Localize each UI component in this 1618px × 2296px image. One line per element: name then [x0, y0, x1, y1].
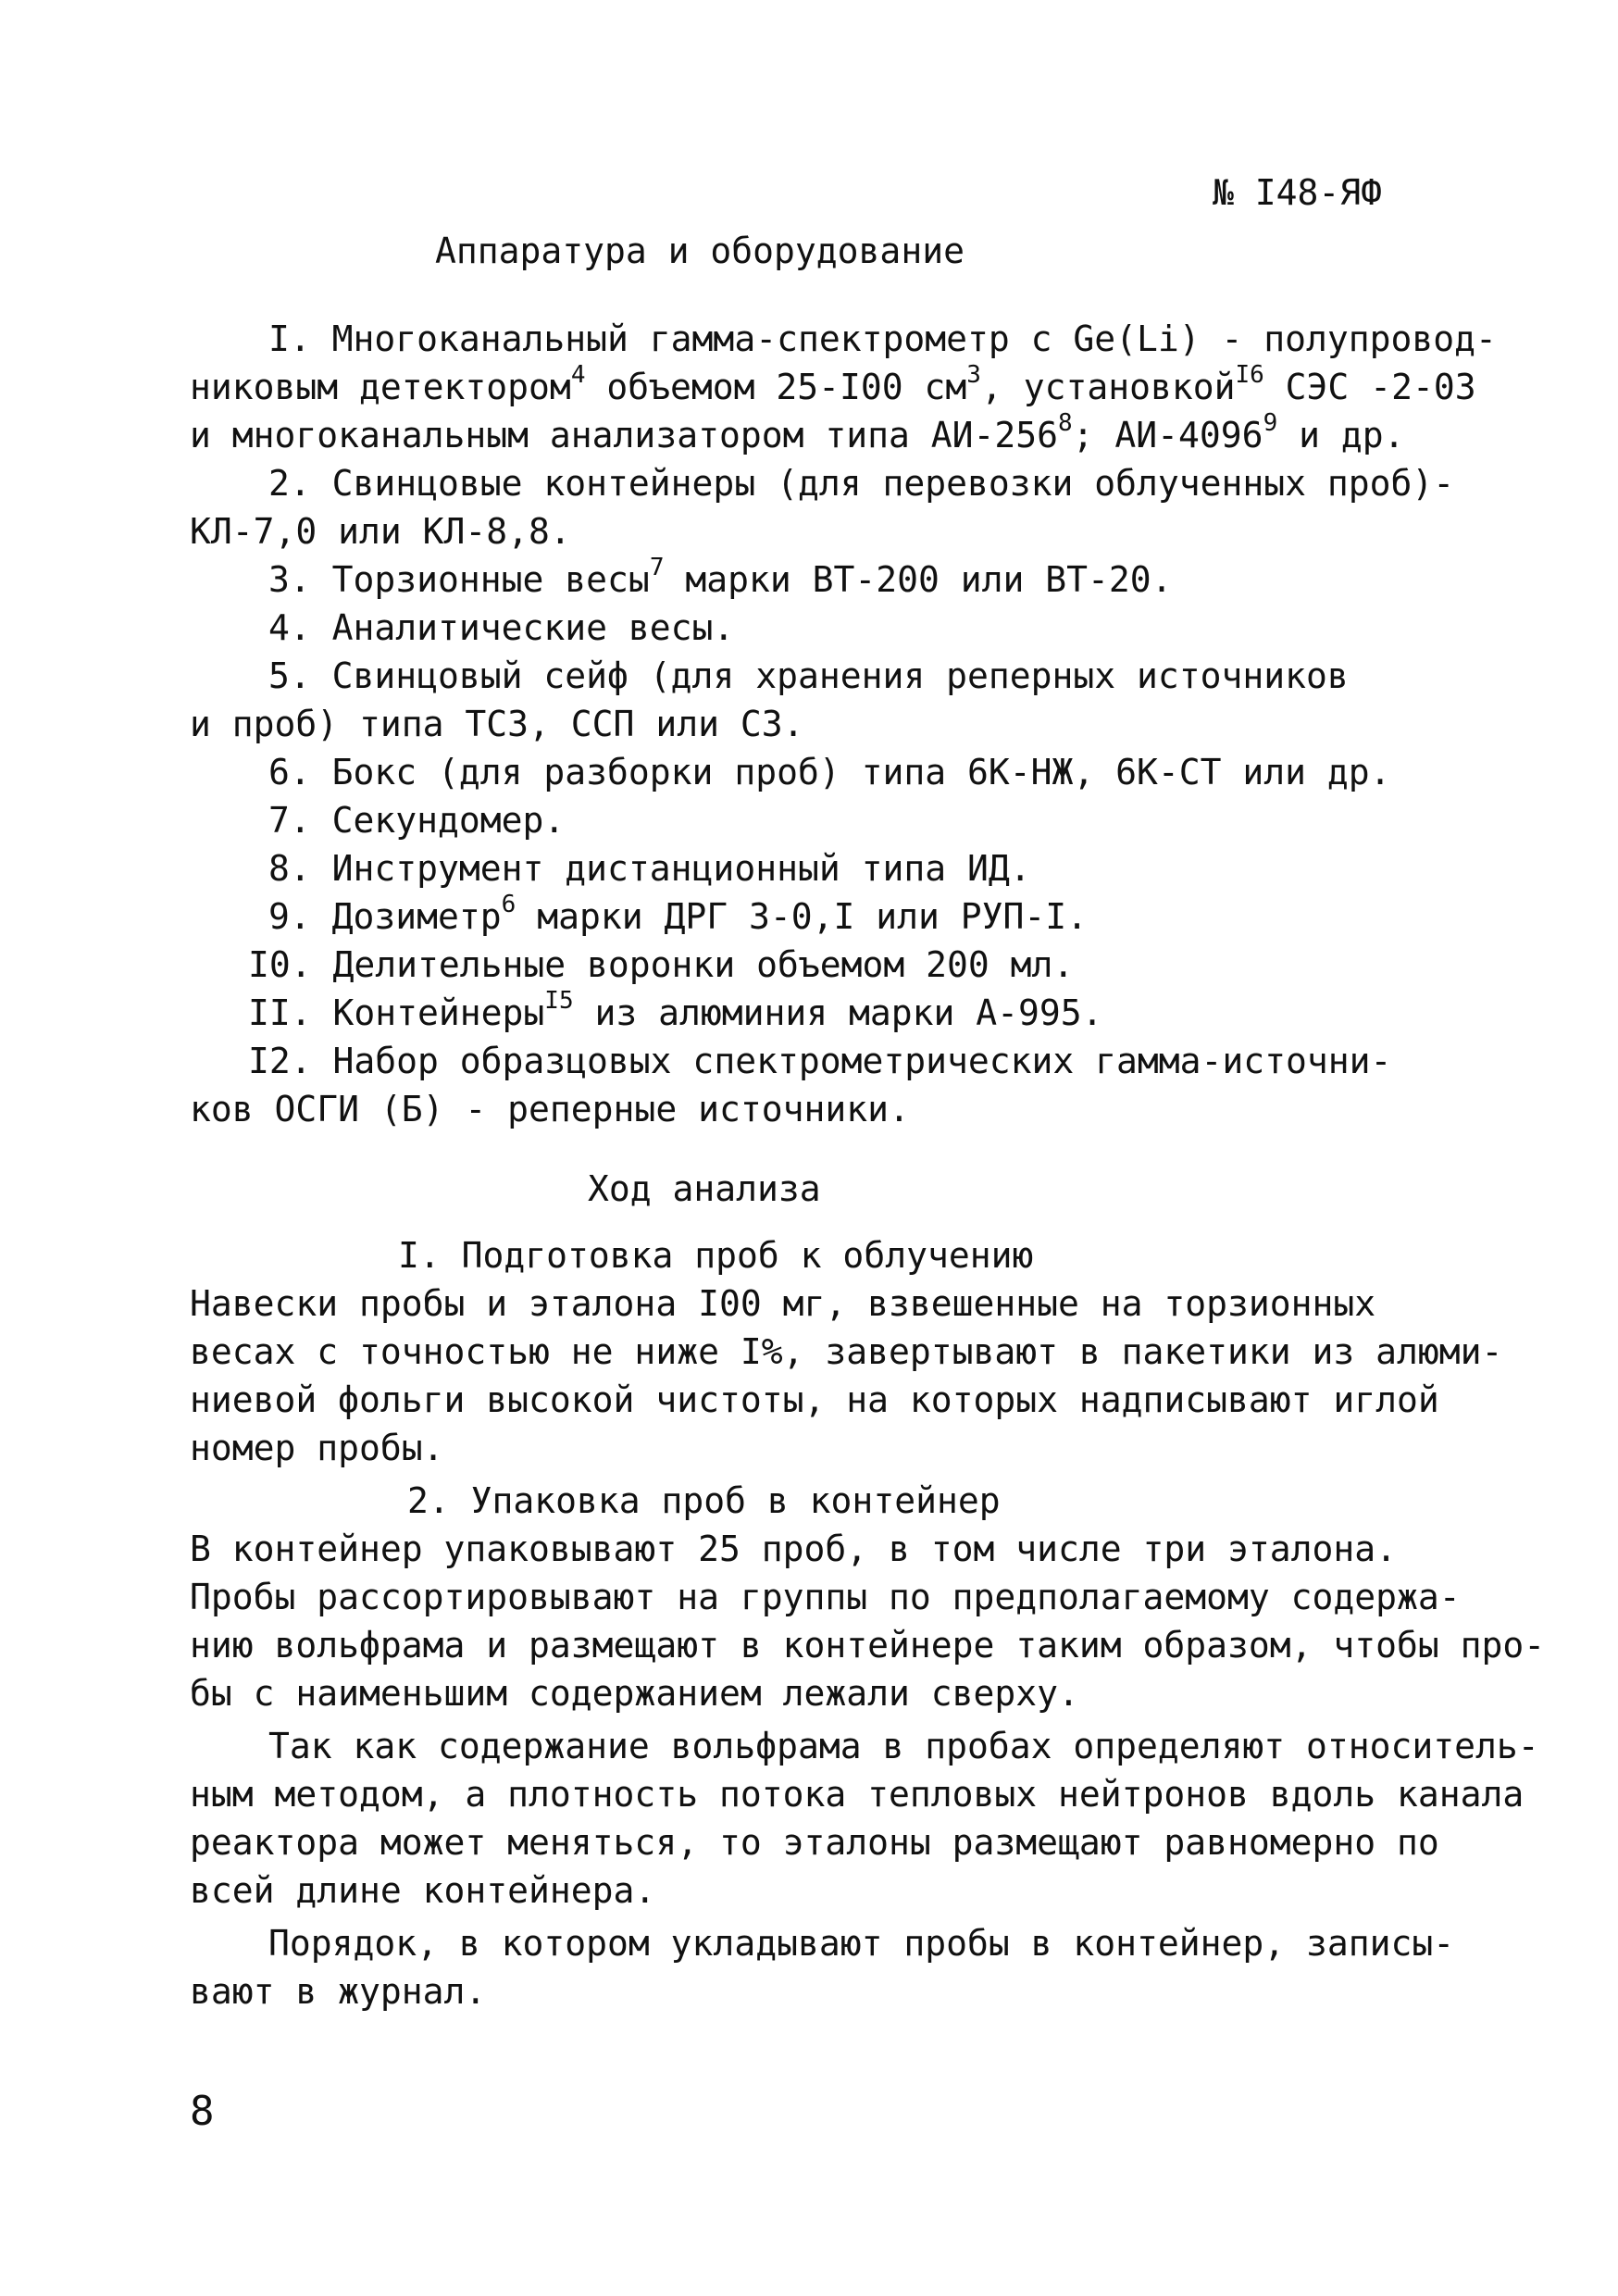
equipment-line-8: [268, 652, 1349, 700]
text-segment: 7. Секундомер.: [268, 800, 566, 841]
footnote-reference: 3: [966, 361, 981, 389]
text-segment: 4. Аналитические весы.: [268, 607, 735, 648]
text-segment: I2. Набор образцовых спектрометрических гамма-источни-: [248, 1041, 1392, 1081]
step2-line-7: реактора может меняться, то эталоны размещают равномерно по: [190, 1822, 1439, 1863]
equipment-line-4: [268, 459, 1454, 507]
footnote-reference: I5: [544, 987, 574, 1015]
step1-line-1: Навески пробы и эталона I00 мг, взвешенные на торзионных: [190, 1283, 1376, 1324]
text-segment: марки ДРГ 3-0,I или РУП-I.: [516, 896, 1089, 937]
text-segment: ков ОСГИ (Б) - реперные источники.: [190, 1089, 910, 1129]
step2-line-10: вают в журнал.: [190, 1971, 487, 2012]
footnote-reference: 6: [501, 891, 517, 918]
step2-heading: 2. Упаковка проб в контейнер: [407, 1480, 1001, 1521]
step2-line-1: В контейнер упаковывают 25 проб, в том числе три эталона.: [190, 1529, 1398, 1569]
equipment-line-6: [268, 555, 1173, 608]
text-segment: из алюминия марки А-995.: [573, 992, 1103, 1033]
equipment-line-7: [268, 604, 734, 652]
text-segment: , установкой: [980, 367, 1236, 407]
section-title-equipment: Аппаратура и оборудование: [435, 231, 965, 271]
equipment-line-13: [268, 892, 1088, 945]
text-segment: СЭС -2-03: [1263, 367, 1476, 407]
text-segment: ; АИ-4096: [1072, 415, 1263, 455]
text-segment: никовым детектором: [190, 367, 571, 407]
step1-line-3: ниевой фольги высокой чистоты, на которых надписывают иглой: [190, 1379, 1439, 1420]
equipment-line-14: [248, 941, 1074, 989]
text-segment: 9. Дозиметр: [268, 896, 502, 937]
footnote-reference: I6: [1235, 361, 1264, 389]
text-segment: марки ВТ-200 или ВТ-20.: [664, 559, 1173, 600]
equipment-line-12: [268, 844, 1031, 892]
step2-line-8: всей длине контейнера.: [190, 1870, 656, 1911]
step1-line-2: весах с точностью не ниже I%, завертывают в пакетики из алюми-: [190, 1331, 1503, 1372]
step2-line-9: Порядок, в котором укладывают пробы в контейнер, записы-: [268, 1923, 1455, 1964]
equipment-line-9: [190, 700, 803, 748]
text-segment: 8. Инструмент дистанционный типа ИД.: [268, 848, 1031, 889]
document-number: № I48-ЯФ: [1213, 172, 1383, 213]
text-segment: 2. Свинцовые контейнеры (для перевозки облученных проб)-: [268, 463, 1455, 504]
text-segment: и др.: [1277, 415, 1405, 455]
text-segment: II. Контейнеры: [248, 992, 545, 1033]
footnote-reference: 9: [1263, 409, 1278, 437]
step2-line-5: Так как содержание вольфрама в пробах определяют относитель-: [268, 1726, 1539, 1766]
step2-line-2: Пробы рассортировывают на группы по предполагаемому содержа-: [190, 1577, 1461, 1617]
step2-line-4: бы с наименьшим содержанием лежали сверху.: [190, 1673, 1079, 1714]
text-segment: I. Многоканальный гамма-спектрометр с Ge(Li) - полупровод-: [268, 318, 1497, 359]
section-title-analysis: Ход анализа: [588, 1168, 821, 1209]
text-segment: 6. Бокс (для разборки проб) типа 6К-НЖ, 6К-СТ или др.: [268, 752, 1391, 792]
step1-line-4: номер пробы.: [190, 1428, 444, 1468]
equipment-line-11: [268, 796, 565, 844]
text-segment: и проб) типа ТСЗ, ССП или СЗ.: [190, 704, 804, 744]
page-number: 8: [190, 2088, 215, 2135]
equipment-line-10: [268, 748, 1391, 796]
footnote-reference: 8: [1058, 409, 1073, 437]
text-segment: КЛ-7,0 или КЛ-8,8.: [190, 511, 571, 552]
equipment-line-16: [248, 1037, 1391, 1085]
text-segment: и многоканальным анализатором типа АИ-256: [190, 415, 1058, 455]
equipment-line-1: [268, 315, 1497, 363]
step2-line-3: нию вольфрама и размещают в контейнере таким образом, чтобы про-: [190, 1625, 1546, 1666]
equipment-line-2: [190, 363, 1476, 416]
text-segment: объемом 25-I00 см: [585, 367, 967, 407]
equipment-line-15: [248, 989, 1103, 1042]
step2-line-6: ным методом, а плотность потока тепловых нейтронов вдоль канала: [190, 1774, 1525, 1815]
equipment-line-5: [190, 507, 571, 555]
footnote-reference: 7: [649, 554, 665, 581]
equipment-line-17: [190, 1085, 910, 1133]
equipment-line-3: [190, 411, 1405, 464]
step1-heading: I. Подготовка проб к облучению: [398, 1235, 1034, 1276]
text-segment: 3. Торзионные весы: [268, 559, 650, 600]
text-segment: I0. Делительные воронки объемом 200 мл.: [248, 944, 1075, 985]
text-segment: 5. Свинцовый сейф (для хранения реперных источников: [268, 655, 1349, 696]
footnote-reference: 4: [570, 361, 586, 389]
